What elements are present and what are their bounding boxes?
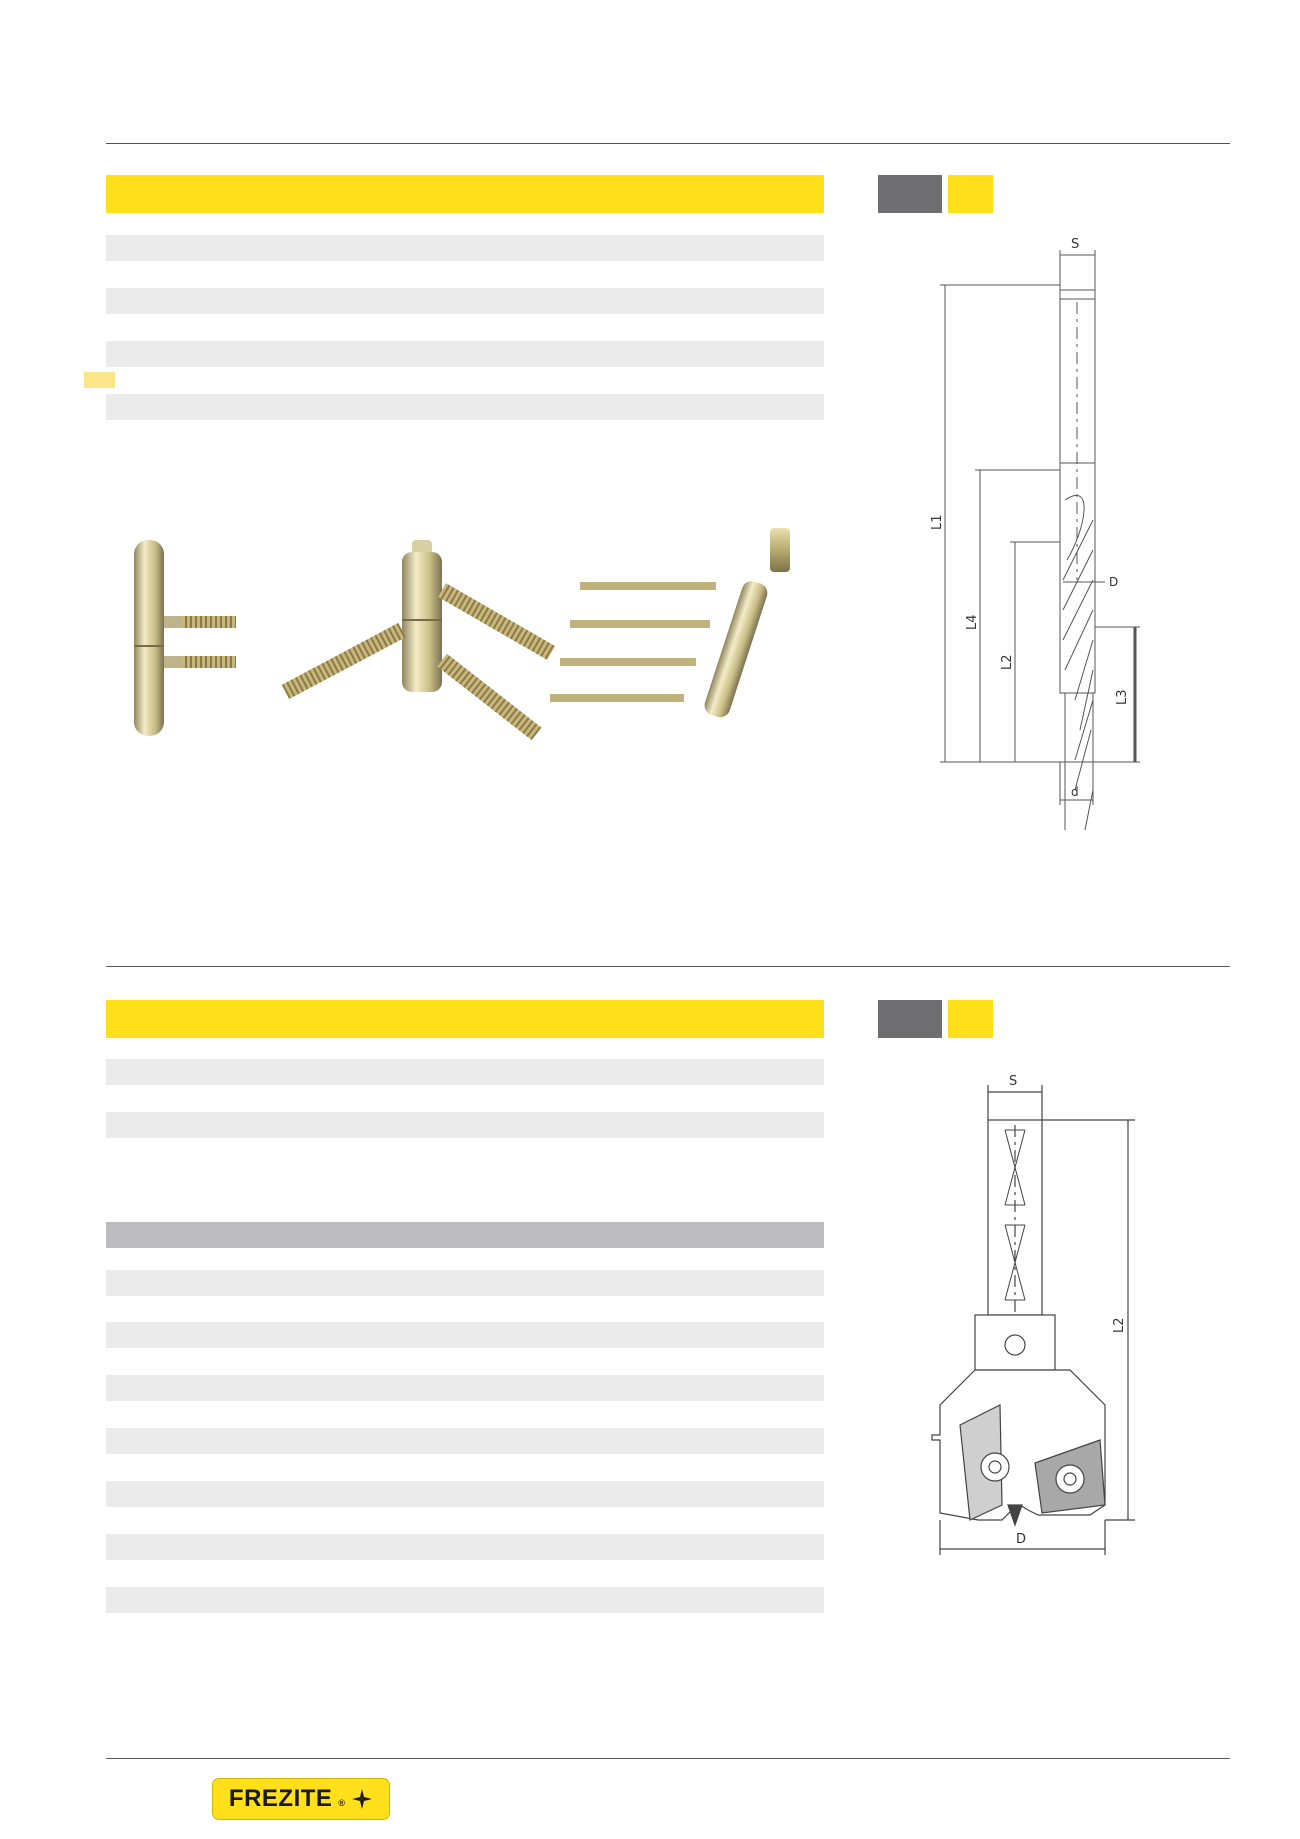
logo-text: FREZITE [228, 1785, 333, 1812]
top-divider [106, 143, 1230, 144]
dim-label-d: D [1016, 1532, 1027, 1547]
dim-label-l2: L2 [1112, 1317, 1127, 1333]
section2-title-bar [106, 1000, 824, 1038]
dim-label-l3: L3 [1115, 689, 1130, 705]
dim-label-s: S [1071, 237, 1080, 252]
footer-divider [106, 1758, 1230, 1759]
section2-table-row [106, 1534, 824, 1560]
section1-table-row [106, 394, 824, 420]
section2-table-row [106, 1375, 824, 1401]
hinge-1-image [134, 540, 236, 736]
drill-bit-technical-drawing [925, 230, 1155, 830]
section2-table-row [106, 1481, 824, 1507]
section1-table-row [106, 235, 824, 261]
section2-table-row [106, 1270, 824, 1296]
hinge-3-image [550, 528, 790, 720]
section2-table-row [106, 1322, 824, 1348]
row-highlight-marker [84, 372, 115, 388]
section2-table-row [106, 1112, 824, 1138]
logo-registered-mark: ® [338, 1798, 346, 1808]
hinge-product-images [120, 520, 840, 760]
cutter-technical-drawing [920, 1065, 1160, 1547]
dim-label-l1: L1 [930, 514, 945, 530]
section1-title-bar [106, 175, 824, 213]
section1-table-row [106, 341, 824, 367]
section1-table-row [106, 288, 824, 314]
section2-divider [106, 966, 1230, 967]
dim-label-l4: L4 [965, 614, 980, 630]
dim-label-s: S [1009, 1074, 1018, 1089]
frezite-logo [212, 1778, 390, 1820]
section1-gray-tab [878, 175, 942, 213]
hinge-2-image [282, 540, 555, 740]
dim-label-d-lower: d [1071, 785, 1079, 799]
section2-table-row [106, 1587, 824, 1613]
section2-table-header [106, 1222, 824, 1248]
section2-yellow-tab [948, 1000, 993, 1038]
section2-table-row [106, 1059, 824, 1085]
section1-yellow-tab [948, 175, 993, 213]
logo-mark-icon [351, 1788, 373, 1810]
section2-table-row [106, 1428, 824, 1454]
dim-label-l2: L2 [1000, 654, 1015, 670]
dim-label-d-upper: D [1109, 575, 1119, 589]
section2-gray-tab [878, 1000, 942, 1038]
